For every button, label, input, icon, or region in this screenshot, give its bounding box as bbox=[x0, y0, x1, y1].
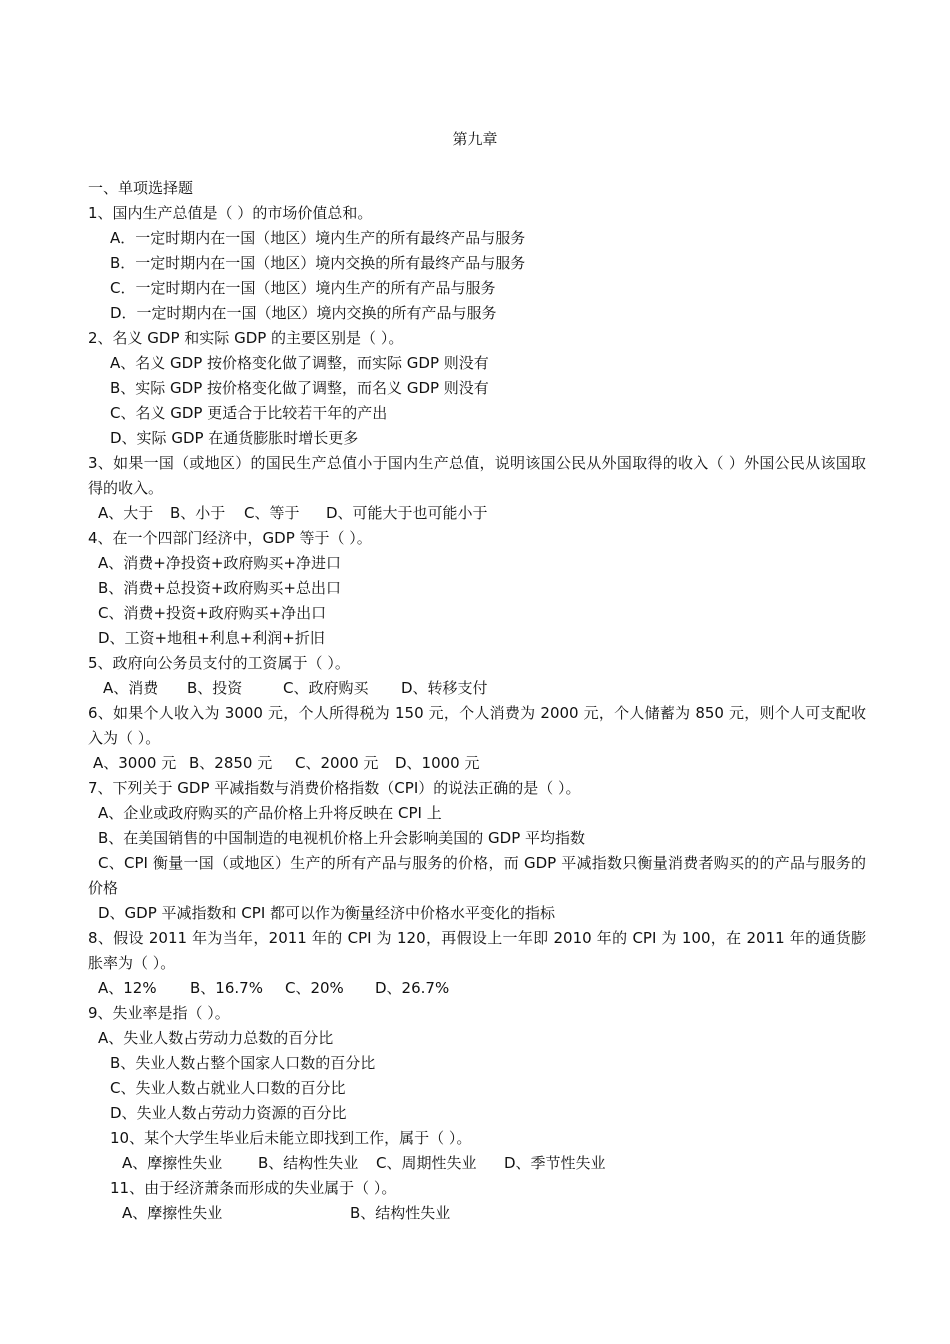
question-option: D、可能大于也可能小于 bbox=[326, 504, 488, 522]
question-option: C、周期性失业 bbox=[376, 1154, 477, 1172]
question-option: A、名义 GDP 按价格变化做了调整，而实际 GDP 则没有 bbox=[110, 354, 489, 372]
question-option: A、摩擦性失业 bbox=[122, 1204, 223, 1222]
question-option: D、26.7% bbox=[375, 979, 450, 997]
question-option: A、大于 bbox=[98, 504, 154, 522]
question-option: B、消费+总投资+政府购买+总出口 bbox=[98, 579, 341, 597]
question-stem: 4、在一个四部门经济中，GDP 等于（ ）。 bbox=[88, 529, 372, 547]
question-option: B、小于 bbox=[170, 504, 226, 522]
question-option: B、实际 GDP 按价格变化做了调整，而名义 GDP 则没有 bbox=[110, 379, 489, 397]
question-option: A、12% bbox=[98, 979, 157, 997]
question-option: A．一定时期内在一国（地区）境内生产的所有最终产品与服务 bbox=[110, 229, 526, 247]
question-option: B．一定时期内在一国（地区）境内交换的所有最终产品与服务 bbox=[110, 254, 526, 272]
question-option: B、失业人数占整个国家人口数的百分比 bbox=[110, 1054, 376, 1072]
question-option: B、投资 bbox=[187, 679, 243, 697]
question-option: C、等于 bbox=[244, 504, 300, 522]
question-stem: 7、下列关于 GDP 平减指数与消费价格指数（CPI）的说法正确的是（ ）。 bbox=[88, 779, 581, 797]
question-options-row bbox=[88, 1151, 866, 1176]
question-options-row bbox=[88, 976, 866, 1001]
question-option: C、名义 GDP 更适合于比较若干年的产出 bbox=[110, 404, 388, 422]
question-option: A、3000 元 bbox=[93, 754, 177, 772]
question-option: A、失业人数占劳动力总数的百分比 bbox=[98, 1029, 334, 1047]
question-option: D、1000 元 bbox=[395, 754, 480, 772]
question-option: B、16.7% bbox=[190, 979, 263, 997]
question-option: D、转移支付 bbox=[401, 679, 488, 697]
question-option: D．一定时期内在一国（地区）境内交换的所有产品与服务 bbox=[110, 304, 497, 322]
question-options-row bbox=[88, 751, 866, 776]
question-option: C、2000 元 bbox=[295, 754, 379, 772]
question-option: A、企业或政府购买的产品价格上升将反映在 CPI 上 bbox=[98, 804, 442, 822]
question-options-row bbox=[88, 676, 866, 701]
question-list bbox=[88, 176, 866, 1226]
question-options-row bbox=[88, 1201, 866, 1226]
chapter-title: 第九章 bbox=[452, 130, 498, 148]
question-stem: 6、如果个人收入为 3000 元，个人所得税为 150 元，个人消费为 2000 元，个人储蓄为 850 元，则个人可支配收入为（ ）。 bbox=[88, 704, 866, 747]
question-option: D、实际 GDP 在通货膨胀时增长更多 bbox=[110, 429, 359, 447]
question-option: B、结构性失业 bbox=[258, 1154, 359, 1172]
question-stem: 1、国内生产总值是（ ）的市场价值总和。 bbox=[88, 204, 373, 222]
question-option: A、消费+净投资+政府购买+净进口 bbox=[98, 554, 341, 572]
question-option: B、在美国销售的中国制造的电视机价格上升会影响美国的 GDP 平均指数 bbox=[98, 829, 586, 847]
question-option: C、20% bbox=[285, 979, 344, 997]
question-option: B、结构性失业 bbox=[350, 1204, 451, 1222]
question-options-row bbox=[88, 501, 866, 526]
question-stem: 10、某个大学生毕业后未能立即找到工作，属于（ ）。 bbox=[110, 1129, 472, 1147]
question-option: D、失业人数占劳动力资源的百分比 bbox=[110, 1104, 347, 1122]
question-option: C、失业人数占就业人口数的百分比 bbox=[110, 1079, 346, 1097]
question-stem: 3、如果一国（或地区）的国民生产总值小于国内生产总值，说明该国公民从外国取得的收入（ ）外国公民从该国取得的收入。 bbox=[88, 454, 866, 497]
question-stem: 11、由于经济萧条而形成的失业属于（ ）。 bbox=[110, 1179, 397, 1197]
question-option: C．一定时期内在一国（地区）境内生产的所有产品与服务 bbox=[110, 279, 496, 297]
question-option: A、摩擦性失业 bbox=[122, 1154, 223, 1172]
question-option: C、CPI 衡量一国（或地区）生产的所有产品与服务的价格，而 GDP 平减指数只衡量消费者购买的的产品与服务的价格 bbox=[88, 854, 866, 897]
question-option: C、政府购买 bbox=[283, 679, 369, 697]
question-option: D、工资+地租+利息+利润+折旧 bbox=[98, 629, 325, 647]
question-option: C、消费+投资+政府购买+净出口 bbox=[98, 604, 327, 622]
question-stem: 8、假设 2011 年为当年，2011 年的 CPI 为 120，再假设上一年即 2010 年的 CPI 为 100，在 2011 年的通货膨胀率为（ ）。 bbox=[88, 929, 866, 972]
question-stem: 5、政府向公务员支付的工资属于（ ）。 bbox=[88, 654, 350, 672]
question-option: A、消费 bbox=[103, 679, 159, 697]
question-stem: 9、失业率是指（ ）。 bbox=[88, 1004, 230, 1022]
question-option: B、2850 元 bbox=[189, 754, 273, 772]
question-option: D、季节性失业 bbox=[504, 1154, 606, 1172]
section-heading: 一、单项选择题 bbox=[88, 179, 194, 197]
question-stem: 2、名义 GDP 和实际 GDP 的主要区别是（ ）。 bbox=[88, 329, 404, 347]
question-option: D、GDP 平减指数和 CPI 都可以作为衡量经济中价格水平变化的指标 bbox=[98, 904, 556, 922]
